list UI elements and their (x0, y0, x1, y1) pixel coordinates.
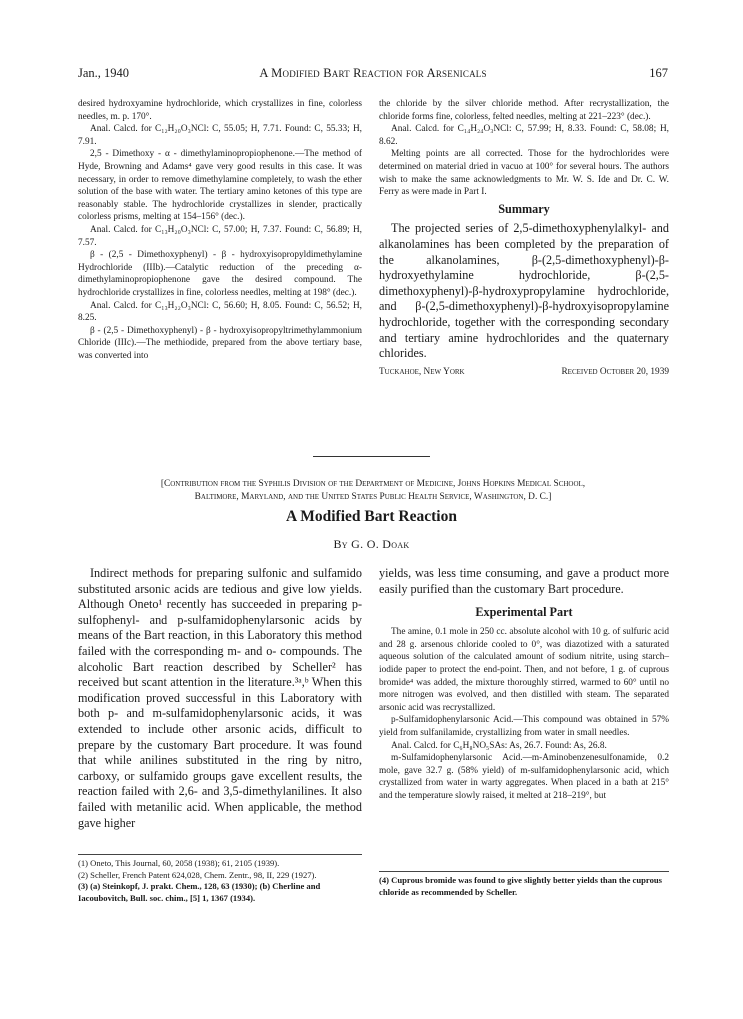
compound-paragraph: p-Sulfamidophenylarsonic Acid.—This compound was obtained in 57% yield from sulfanilamide, crystallizing from water in small needles. (379, 715, 669, 738)
footnote: (1) Oneto, This Journal, 60, 2058 (1938); 61, 2105 (1939). (78, 858, 280, 868)
intro-continuation: yields, was less time consuming, and gave a product more easily purified than the customary Bart procedure. (379, 566, 669, 596)
signature-line (379, 366, 669, 379)
summary-text: The projected series of 2,5-dimethoxyphenylalkyl- and alkanolamines has been completed by the preparation of the alkanolamines, β-(2,5-dimethoxyphenyl)-β-hydroxyethylamine hydrochloride, β-(2,5-dimethoxyphenyl)-β-hydroxypropylamine hydrochloride, and β-(2,5-dimethoxyphenyl)-β-hydroxyisopropylamine hydrochloride, together with the corresponding secondary and tertiary amine hydrochlorides and the quaternary chlorides. (379, 221, 669, 361)
received-date: Received October 20, 1939 (561, 366, 669, 377)
analysis-paragraph: Anal. Calcd. for C₁₄H₂₄O₃NCl: C, 57.99; H, 8.33. Found: C, 58.08; H, 8.62. (379, 124, 669, 147)
analysis-paragraph: Anal. Calcd. for C₁₂H₂₀O₃NCl: C, 55.05; H, 7.71. Found: C, 55.33; H, 7.91. (78, 124, 362, 147)
affiliation-line: Baltimore, Maryland, and the United States Public Health Service, Washington, D. C.] (194, 492, 552, 502)
prev-article-right-column (379, 98, 669, 378)
footnote: (2) Scheller, French Patent 624,028, Chem. Zentr., 98, II, 229 (1927). (78, 869, 317, 880)
author: By G. O. Doak (333, 537, 410, 551)
paragraph: desired hydroxyamine hydrochloride, which crystallizes in fine, colorless needles, m. p. 170°. (78, 99, 362, 122)
experimental-heading: Experimental Part (475, 605, 573, 620)
analysis-paragraph: Anal. Calcd. for C₁₃H₂₀O₃NCl: C, 57.00; H, 7.37. Found: C, 56.89; H, 7.57. (78, 224, 362, 248)
footnote: (3) (a) Steinkopf, J. prakt. Chem., 128, 63 (1930); (b) Cherline and Iacoubovitch, Bull. soc. chim., [5] 1, 1367 (1934). (78, 881, 321, 903)
paragraph: Melting points are all corrected. Those for the hydrochlorides were determined on material dried in vacuo at 100° for several hours. The authors wish to make the same acknowledgments to Mr. W. S. Ide and Dr. C. W. Ferry as were made in Part I. (379, 149, 669, 198)
analysis-paragraph: Anal. Calcd. for C₆H₈NO₅SAs: As, 26.7. Found: As, 26.8. (391, 740, 607, 751)
running-header (78, 66, 668, 84)
paragraph: the chloride by the silver chloride method. After recrystallization, the chloride forms fine, colorless, felted needles, melting at 221–223° (dec.). (379, 99, 669, 122)
footnote-separator (78, 854, 362, 855)
header-date: Jan., 1940 (78, 66, 130, 80)
header-title: A Modified Bart Reaction for Arsenicals (259, 66, 487, 80)
paragraph: 2,5 - Dimethoxy - α - dimethylaminopropiophenone.—The method of Hyde, Browning and Adams⁴ gave very good results in this case. It was necessary, in order to remove dimethylamine completely, to wash the ether solution of the base with water. The tertiary amino ketones of this type are reasonably stable. The hydrochloride crystallizes in slender, practically colorless prisms, melting at 154–156° (dec.). (78, 149, 362, 223)
affiliation-line: [Contribution from the Syphilis Division of the Department of Medicine, Johns Hopkins Medical School, (160, 479, 586, 489)
intro-paragraph: Indirect methods for preparing sulfonic and sulfamido substituted arsonic acids are tedious and give low yields. Although Oneto¹ recently has succeeded in preparing p-sulfophenyl- and p-sulfamidophenylarsonic acids by means of the Bart reaction, in this Laboratory this method failed with the corresponding m- and o- compounds. The alcoholic Bart reaction described by Scheller² has received but scant attention in the literature.³ᵃ,ᵇ When this modification proved successful in this Laboratory with both p- and m-sulfamidophenylarsonic acids, it was extended to include other arsonic acids, difficult to prepare by the customary Bart procedure. It was found that while anilines substituted in the ring by nitro, carboxy, or sulfamido groups gave excellent results, the reaction failed with 2,6- and 3,5-dimethylanilines. It also failed with metanilic acid. When applicable, the method gave higher (78, 566, 362, 830)
place: Tuckahoe, New York (379, 366, 465, 377)
body-right-column (379, 566, 669, 803)
footnotes-right (379, 875, 669, 898)
method-paragraph: The amine, 0.1 mole in 250 cc. absolute alcohol with 10 g. of sulfuric acid and 28 g. arsenous chloride cooled to 0°, was diazotized with a saturated aqueous solution of the calculated amount of sodium nitrite, using starch–iodide paper to protect the end-point. Then, and not before, 1 g. of cuprous bromide⁴ was added, the mixture thoroughly stirred, warmed to 60° until no more nitrogen was evolved, and then distilled with steam. The separated arsonic acid was recrystallized. (379, 627, 669, 713)
affiliation (78, 478, 668, 504)
article-separator (313, 456, 430, 457)
article-title: A Modified Bart Reaction (286, 508, 457, 525)
footnotes-left (78, 858, 362, 904)
page-number: 167 (649, 66, 668, 80)
paragraph: β - (2,5 - Dimethoxyphenyl) - β - hydroxyisopropyldimethylamine Hydrochloride (IIIb).—Catalytic reduction of the preceding α-dimethylaminopropiophenone gave the desired compound. The hydrochloride crystallizes in fine, colorless needles, melting at 198° (dec.). (78, 250, 362, 298)
analysis-paragraph: Anal. Calcd. for C₁₃H₂₂O₃NCl: C, 56.60; H, 8.05. Found: C, 56.52; H, 8.25. (78, 300, 362, 324)
paragraph: β - (2,5 - Dimethoxyphenyl) - β - hydroxyisopropyltrimethylammonium Chloride (IIIc).—The methiodide, prepared from the above tertiary base, was converted into (78, 325, 362, 361)
body-left-column (78, 566, 362, 831)
footnote: (4) Cuprous bromide was found to give slightly better yields than the cuprous chloride as recommended by Scheller. (379, 875, 662, 897)
prev-article-left-column (78, 98, 362, 362)
summary-heading: Summary (498, 201, 550, 216)
compound-paragraph: m-Sulfamidophenylarsonic Acid.—m-Aminobenzenesulfonamide, 0.2 mole, gave 32.7 g. (58% yield) of m-sulfamidophenylarsonic acid, which crystallized from water in warty aggregates. When placed in a bath at 215° and the temperature slowly raised, it melted at 218–219°, but (379, 753, 669, 801)
footnote-separator (379, 871, 669, 872)
